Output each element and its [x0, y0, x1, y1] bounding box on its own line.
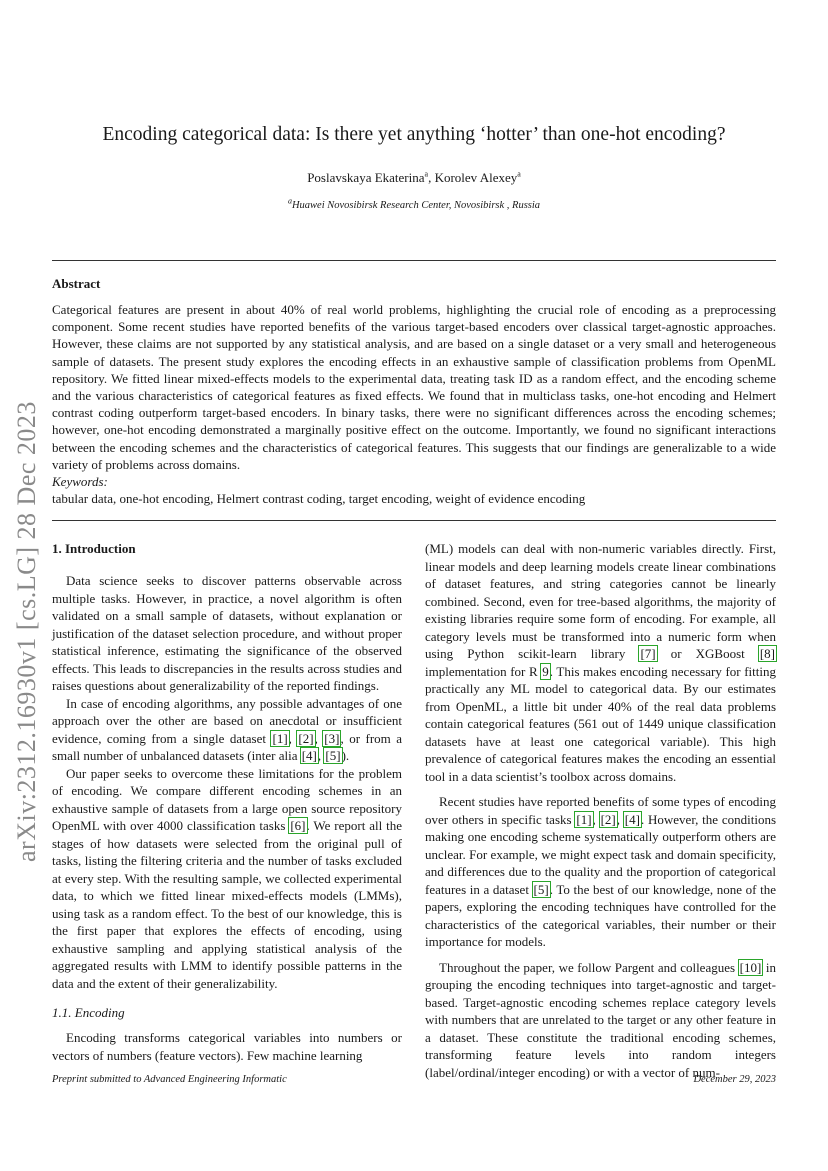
citation-link[interactable]: [10]	[739, 959, 762, 975]
affiliation-text: Huawei Novosibirsk Research Center, Novosibirsk , Russia	[291, 200, 541, 211]
citation-link[interactable]: [8]	[759, 646, 776, 661]
citation-link[interactable]: [4]	[301, 748, 317, 763]
paragraph: Our paper seeks to overcome these limitations for the problem of encoding. We compare different encoding schemes in an exhaustive sample of datasets from a large open source repository OpenML with over 4000 classification tasks [6]. We report all the stages of how datasets were selected from the original pull of tasks, listing the filtering criteria and the number of tasks excluded at every step. With the resulting sample, we collected experimental data, to which we fitted linear mixed-effects models (LMMs), using task as a random effect. To the best of our knowledge, this is the first paper that explores the effects of encoding, using exhaustive sampling and applying statistical analysis of the aggregated results with LMM to identify possible patterns in the data and the extent of their generalizability.	[52, 765, 402, 991]
arxiv-stamp: arXiv:2312.16930v1 [cs.LG] 28 Dec 2023	[12, 401, 41, 862]
citation-link[interactable]: [1]	[272, 730, 288, 746]
author-name: Poslavskaya Ekaterina	[307, 170, 425, 185]
paragraph: Recent studies have reported benefits of some types of encoding over others in specific tasks [1], [2], [4]. However, the conditions making one encoding scheme systematically outperform others are unclear. For example, we might expect task and domain specificity, and differences due to the quality and the proportion of categorical features in a dataset [5]. To the best of our knowledge, none of the papers, exploring the encoding techniques have controlled for the characteristics of the categorical variables, their number or their importance for models.	[425, 794, 777, 949]
paragraph: Throughout the paper, we follow Pargent and colleagues [10] in grouping the encoding techniques into target-agnostic and target-based. Target-agnostic encoding schemes replace category levels with numbers that are unrelated to the target or any other feature in a dataset. These constitute the traditional encoding schemes, transforming feature levels into random integers (label/ordinal/integer encoding) or with a vector of num-	[425, 959, 776, 1080]
citation-link[interactable]: [2]	[600, 811, 616, 827]
citation-link[interactable]: [4]	[624, 811, 640, 827]
affiliation-mark: a	[517, 169, 521, 179]
paragraph: In case of encoding algorithms, any possible advantages of one approach over the other are based on anecdotal or insufficient evidence, coming from a single dataset [1], [2], [3], or from a small number of unbalanced datasets (inter alia [4], [5]).	[52, 695, 403, 763]
affiliation	[0, 196, 828, 211]
left-column-continued	[52, 1029, 402, 1064]
citation-link[interactable]: [5]	[325, 748, 341, 763]
paragraph: Encoding transforms categorical variables into numbers or vectors of numbers (feature vectors). Few machine learning	[52, 1030, 402, 1063]
author-list	[0, 170, 828, 186]
affiliation-mark: a	[287, 196, 292, 206]
author-separator: ,	[428, 170, 435, 185]
citation-link[interactable]: [2]	[298, 730, 314, 746]
citation-link[interactable]: [6]	[290, 818, 306, 833]
paragraph: Data science seeks to discover patterns observable across multiple tasks. However, in practice, a novel algorithm is often validated on a small sample of datasets, without explanation or justification of the dataset selection procedure, and without proper statistical inference, estimating the significance of the observed effects. This leads to discrepancies in the results across studies and raises questions about generalizability of the reported findings.	[52, 573, 402, 693]
abstract-heading: Abstract	[52, 276, 101, 291]
subsection-heading: 1.1. Encoding	[52, 1005, 125, 1020]
left-column	[52, 572, 402, 992]
right-column	[425, 540, 776, 1081]
citation-link[interactable]: [5]	[533, 881, 549, 897]
keywords-text: tabular data, one-hot encoding, Helmert contrast coding, target encoding, weight of evidence encoding	[52, 491, 586, 506]
keywords-label: Keywords:	[52, 474, 108, 489]
citation-link[interactable]: [3]	[324, 730, 340, 746]
paper-title: Encoding categorical data: Is there yet anything ‘hotter’ than one-hot encoding?	[102, 124, 726, 145]
divider	[52, 260, 776, 261]
affiliation-mark: a	[424, 169, 429, 179]
footer-left: Preprint submitted to Advanced Engineering Informatic	[52, 1074, 287, 1085]
divider	[52, 520, 776, 521]
footer-right: December 29, 2023	[693, 1074, 776, 1085]
citation-link[interactable]: [1]	[576, 811, 592, 827]
citation-link[interactable]: 9	[542, 663, 549, 679]
abstract-text: Categorical features are present in about 40% of real world problems, highlighting the crucial role of encoding as a preprocessing component. Some recent studies have reported benefits of the various target-based encoders over classical target-agnostic approaches. However, these claims are not supported by any statistical analysis, and are based on a single dataset or a very small and heterogeneous sample of datasets. The present study explores the encoding effects in an exhaustive sample of classification problems from OpenML repository. We fitted linear mixed-effects models to the experimental data, treating task ID as a random effect, and the encoding scheme and the various characteristics of categorical features as fixed effects. We found that in multiclass tasks, one-hot encoding and Helmert contrast coding outperform target-based encoders. In binary tasks, there were no significant differences across the encoding schemes; however, one-hot encoding demonstrated a marginally positive effect on the outcome. Importantly, we found no significant interactions between the encoding schemes and the characteristics of categorical features. This suggests that our findings are generalizable to a wide variety of problems across domains.	[52, 302, 776, 472]
citation-link[interactable]: [7]	[640, 646, 656, 661]
author-name: Korolev Alexey	[434, 170, 518, 185]
section-heading: 1. Introduction	[52, 541, 136, 556]
paragraph: (ML) models can deal with non-numeric variables directly. First, linear models and deep learning models create linear combinations of dataset features, and string categories cannot be linearly combined. Second, even for tree-based algorithms, the majority of existing libraries require some form of encoding. For example, all category levels must be transformed into a numeric form when using Python scikit-learn library [7] or XGBoost [8] implementation for R 9. This makes encoding necessary for fitting practically any ML model to categorical data. By our estimates from OpenML, a little bit under 40% of the real data problems contain categorical features (561 out of 1449 unique classification datasets have at least one categorical variable). This high prevalence of categorical features makes the encoding an essential tool in a data scientist’s toolbox across domains.	[425, 541, 776, 784]
